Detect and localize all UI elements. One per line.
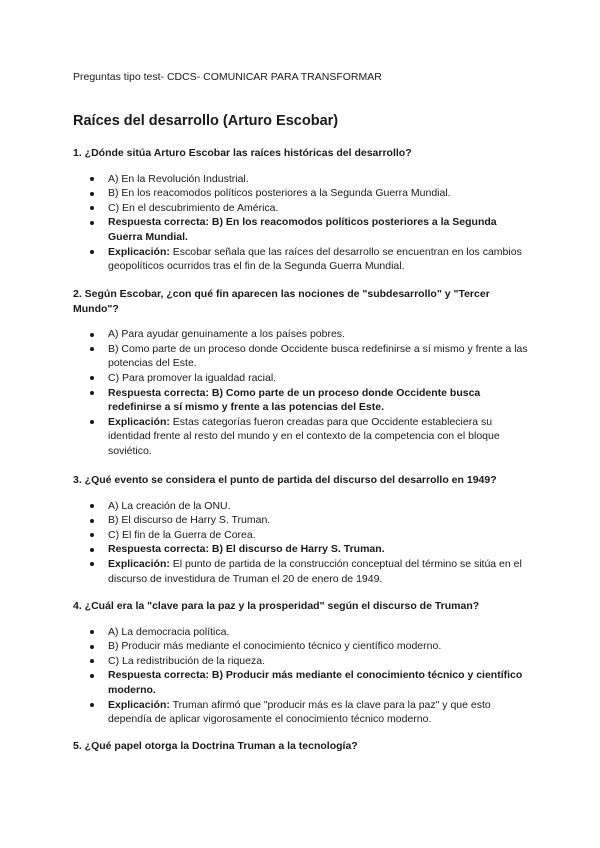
correct-answer xyxy=(73,386,533,415)
correct-answer xyxy=(73,542,533,557)
question-text: 1. ¿Dónde sitúa Arturo Escobar las raíces históricas del desarrollo? xyxy=(73,147,412,159)
correct-answer xyxy=(73,215,533,244)
question-text: 3. ¿Qué evento se considera el punto de partida del discurso del desarrollo en 1949? xyxy=(73,474,497,486)
option-list xyxy=(73,327,533,458)
option-item: C) La redistribución de la riqueza. xyxy=(73,654,533,669)
question-block xyxy=(73,146,533,274)
option-list xyxy=(73,499,533,587)
question-block xyxy=(73,599,533,727)
option-item: C) El fin de la Guerra de Corea. xyxy=(73,528,533,543)
question-text: 5. ¿Qué papel otorga la Doctrina Truman a la tecnología? xyxy=(73,740,358,752)
option-item: C) Para promover la igualdad racial. xyxy=(73,371,533,386)
answer-text: B) En los reacomodos políticos posteriores a la Segunda Guerra Mundial. xyxy=(108,216,497,243)
question-text: 4. ¿Cuál era la "clave para la paz y la prosperidad" según el discurso de Truman? xyxy=(73,600,480,612)
explanation-text: El punto de partida de la construcción conceptual del término se sitúa en el discurso de investidura de Truman el 20 de enero de 1949. xyxy=(108,557,522,585)
explanation-text: Estas categorías fueron creadas para que Occidente estableciera su identidad frente al resto del mundo y en el contexto de la competencia con el bloque soviético. xyxy=(108,415,500,457)
option-item: C) En el descubrimiento de América. xyxy=(73,201,533,216)
option-item: A) La democracia política. xyxy=(73,625,533,640)
answer-label: Respuesta correcta: xyxy=(108,543,209,556)
answer-label: Respuesta correcta: xyxy=(108,216,209,229)
explanation xyxy=(73,557,533,586)
explanation xyxy=(73,698,533,727)
document-header: Preguntas tipo test- CDCS- COMUNICAR PARA TRANSFORMAR xyxy=(73,71,382,83)
option-item: B) Como parte de un proceso donde Occidente busca redefinirse a sí mismo y frente a las potencias del Este. xyxy=(73,342,533,371)
explanation-label: Explicación: xyxy=(108,415,170,428)
answer-text: B) Como parte de un proceso donde Occidente busca redefinirse a sí mismo y frente a las potencias del Este. xyxy=(108,386,481,414)
answer-label: Respuesta correcta: xyxy=(108,669,209,682)
question-block xyxy=(73,739,533,754)
explanation xyxy=(73,415,533,459)
explanation-text: Escobar señala que las raíces del desarrollo se encuentran en los cambios geopolíticos ocurridos tras el fin de la Segunda Guerra Mundial. xyxy=(108,245,522,273)
option-item: A) La creación de la ONU. xyxy=(73,499,533,514)
answer-label: Respuesta correcta: xyxy=(108,386,209,399)
question-block xyxy=(73,473,533,586)
option-list xyxy=(73,625,533,727)
answer-text: B) El discurso de Harry S. Truman. xyxy=(211,543,385,556)
answer-text: B) Producir más mediante el conocimiento técnico y científico moderno. xyxy=(108,669,523,696)
explanation-label: Explicación: xyxy=(108,245,170,258)
section-title: Raíces del desarrollo (Arturo Escobar) xyxy=(73,113,339,129)
explanation-label: Explicación: xyxy=(108,698,170,711)
question-block xyxy=(73,287,533,459)
option-item: B) El discurso de Harry S. Truman. xyxy=(73,513,533,528)
correct-answer xyxy=(73,668,533,697)
option-item: A) Para ayudar genuinamente a los países pobres. xyxy=(73,327,533,342)
question-text: 2. Según Escobar, ¿con qué fin aparecen las nociones de "subdesarrollo" y "Tercer Mundo"? xyxy=(73,288,490,315)
option-list xyxy=(73,172,533,274)
option-item: B) En los reacomodos políticos posteriores a la Segunda Guerra Mundial. xyxy=(73,186,533,201)
option-item: A) En la Revolución Industrial. xyxy=(73,172,533,187)
explanation-label: Explicación: xyxy=(108,557,170,570)
explanation xyxy=(73,245,533,274)
option-item: B) Producir más mediante el conocimiento técnico y científico moderno. xyxy=(73,639,533,654)
explanation-text: Truman afirmó que "producir más es la clave para la paz" y que esto dependía de aplicar vigorosamente el conocimiento técnico moderno. xyxy=(108,698,491,726)
